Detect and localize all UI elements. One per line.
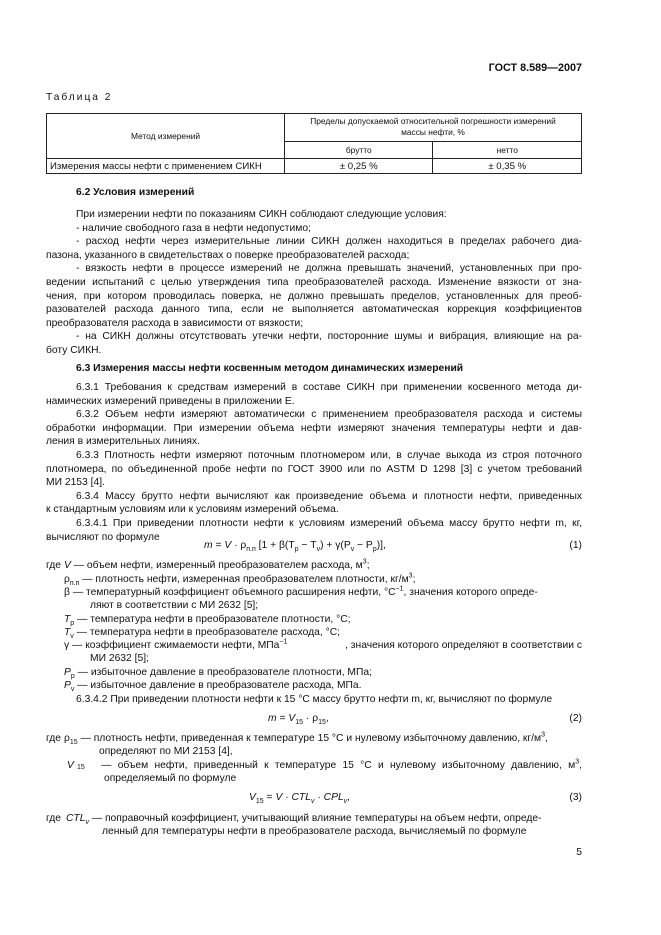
punct: ;: [412, 574, 416, 585]
where-2-rho: [64, 731, 548, 747]
where-2-V-cont: определяемый по формуле: [104, 773, 237, 784]
eq-symbol: CTL: [291, 792, 311, 803]
eq-symbol: m: [268, 713, 277, 724]
equation-2: [268, 713, 329, 727]
definition: — температура нефти в преобразователе плотности, °С;: [77, 614, 351, 625]
symbol: ρ: [64, 733, 70, 744]
eq-symbol: CPL: [323, 792, 344, 803]
definition: — объем нефти, измеренный преобразователем расхода, м: [73, 560, 363, 571]
superscript: 3: [575, 758, 580, 766]
cell-method: Измерения массы нефти с применением СИКН: [47, 159, 285, 174]
where-1-gde: где: [46, 560, 62, 571]
text-line: обработки информации. При измерении объема нефти измеряют значения температуры нефти и дав-: [46, 422, 582, 434]
definition: — поправочный коэффициент, учитывающий влияние температуры на объем нефти, опреде-: [91, 813, 542, 824]
symbol: γ: [64, 640, 70, 651]
symbol: V: [67, 760, 74, 771]
header-method: Метод измерений: [47, 114, 285, 159]
text-line: При измерении нефти по показаниям СИКН соблюдают следующие условия:: [76, 209, 447, 220]
eq-operator: =: [215, 540, 222, 551]
definition: — коэффициент сжимаемости нефти, МПа: [72, 640, 280, 651]
eq-symbol: V: [275, 792, 283, 803]
equation-3: [249, 792, 351, 806]
text-line: к стандартным условиям или к условиям измерений объема.: [46, 504, 339, 516]
subscript: v: [70, 633, 74, 641]
text-line: ведении испытаний с целью утверждения типа преобразователей расхода. Изменение вязкости от зна-: [46, 276, 582, 288]
punct: ,: [347, 792, 351, 803]
eq-symbol: V: [288, 713, 296, 724]
eq-subscript: v: [316, 546, 321, 554]
text-line: - вязкость нефти в процессе измерений не должна превышать значений, установленных при про-: [76, 263, 582, 275]
subscript: v: [85, 819, 89, 827]
punct: ,: [579, 760, 582, 771]
section-6-2-body: [46, 208, 582, 358]
document-number: ГОСТ 8.589—2007: [488, 62, 582, 74]
subscript: v: [70, 686, 75, 694]
paragraph-6-3-4-2: 6.3.4.2 При приведении плотности нефти к 15 °С массу брутто нефти m, кг, вычисляют по формуле: [76, 694, 553, 705]
definition: — плотность нефти, измеренная преобразователем плотности, кг/м: [82, 574, 409, 585]
where-1-gamma: [64, 640, 582, 651]
superscript: 3: [408, 572, 413, 580]
eq-operator: =: [266, 792, 273, 803]
eq-operator: ·: [285, 792, 289, 803]
equation-3-number: (3): [569, 792, 582, 803]
definition: , значения которого опреде-: [403, 587, 538, 598]
text-line: - на СИКН должны отсутствовать утечки нефти, посторонние шумы и вибрация, влияющие на ра-: [76, 331, 582, 343]
eq-term: [1 + β(T: [258, 540, 295, 551]
table-2: [46, 113, 582, 174]
eq-symbol: ρ: [312, 713, 319, 724]
eq-symbol: V: [224, 540, 232, 551]
page-number: 5: [576, 847, 582, 858]
text-line: боту СИКН.: [46, 344, 102, 356]
table-caption: Таблица 2: [46, 92, 113, 103]
section-6-3-title: 6.3 Измерения массы нефти косвенным методом динамических измерений: [76, 363, 464, 374]
eq-subscript: v: [343, 798, 348, 806]
eq-term: − T: [298, 540, 317, 551]
cell-net: ± 0,35 %: [433, 159, 582, 174]
eq-operator: ·: [305, 713, 310, 724]
header-gross: брутто: [285, 141, 433, 158]
text-line: 6.3.2 Объем нефти измеряют автоматически с применением преобразователя расхода и системы: [76, 409, 582, 421]
symbol: P: [64, 680, 71, 691]
eq-term: ) + γ(P: [320, 540, 351, 551]
where-3-cont: ленный для температуры нефти в преобразователе расхода, вычисляемый по формуле: [102, 826, 527, 837]
eq-subscript: v: [350, 546, 355, 554]
symbol: β: [64, 587, 70, 598]
symbol: CTL: [66, 813, 86, 824]
eq-operator: ·: [234, 540, 238, 551]
superscript: −1: [279, 638, 288, 646]
text-line: вычисляют по формуле: [46, 531, 160, 543]
header-limits-line2: массы нефти, %: [401, 127, 465, 138]
eq-subscript: 15: [295, 719, 304, 727]
text-line: ления в измерительных линиях.: [46, 436, 200, 448]
text-line: 6.3.3 Плотность нефти измеряют поточным плотномером или, в случае выхода из строя поточного: [76, 449, 582, 461]
superscript: −1: [395, 585, 404, 593]
text-line: 6.3.1 Требования к средствам измерений в составе СИКН при применении косвенного метода ди-: [76, 382, 582, 393]
text-line: чения, при котором проводилась поверка, не должно превышать пределов, установленных для преоб-: [46, 290, 582, 302]
punct: ,: [325, 713, 329, 724]
header-limits-line1: Пределы допускаемой относительной погрешности измерений: [310, 116, 556, 127]
text-line: плотномера, по объединенной пробе нефти по ГОСТ 3900 или по ASTM D 1298 [3] с учетом требований: [46, 463, 582, 475]
subscript: р: [70, 673, 75, 681]
punct: ;: [366, 560, 370, 571]
symbol: T: [64, 614, 71, 625]
where-3-gde: где: [46, 813, 62, 824]
symbol: P: [64, 667, 71, 678]
where-1-beta: [64, 587, 538, 598]
symbol: ρ: [64, 574, 70, 585]
eq-subscript: v: [310, 798, 315, 806]
where-1-rho: [64, 572, 416, 588]
text-line: 6.3.4 Массу брутто нефти вычисляют как произведение объема и плотности нефти, приведенных: [76, 490, 582, 502]
where-1-V: [64, 560, 370, 571]
subscript: 15: [69, 739, 78, 747]
definition: — избыточное давление в преобразователе расхода, МПа.: [77, 680, 362, 691]
eq-symbol: ρ: [240, 540, 247, 551]
punct: ,: [545, 733, 548, 744]
symbol: T: [64, 627, 71, 638]
cell-gross: ± 0,25 %: [285, 159, 433, 174]
text-line: преобразователя расхода в зависимости от вязкости;: [46, 317, 304, 329]
where-1-Pp: [64, 667, 372, 681]
subscript: п.п: [69, 580, 80, 588]
where-3-ctl: [66, 813, 542, 827]
header-net: нетто: [433, 141, 582, 158]
text-line: 6.3.4.1 При приведении плотности нефти к условиям измерений объема массу брутто нефти m, кг,: [76, 517, 582, 529]
eq-symbol: m: [204, 540, 213, 551]
symbol: V: [64, 560, 71, 571]
eq-subscript: р: [372, 546, 377, 554]
text-line: - расход нефти через измерительные линии СИКН должен находиться в пределах рабочего диа-: [76, 236, 582, 248]
text-line: пазона, указанного в свидетельствах о поверке преобразователей расхода;: [46, 249, 410, 261]
section-6-2-title: 6.2 Условия измерений: [76, 187, 195, 198]
eq-operator: =: [279, 713, 286, 724]
eq-subscript: п.п: [246, 546, 256, 554]
equation-1-number: (1): [569, 540, 582, 551]
eq-term: − P: [354, 540, 373, 551]
definition: — температура нефти в преобразователе расхода, °С;: [76, 627, 341, 638]
eq-term: )],: [376, 540, 386, 551]
text-line: разователей расхода данного типа, если не выполняется автоматическая коррекция коэффициентов: [46, 304, 582, 316]
where-2-V: V 15 — объем нефти, приведенный к температуре 15 °С и нулевому избыточному давлению, $м^3$,: [67, 758, 582, 771]
superscript: 3: [362, 558, 367, 566]
text-line: намических измерений приведены в приложении Е.: [46, 395, 295, 407]
equation-1: [204, 540, 386, 554]
header-limits: [285, 114, 582, 142]
definition: — объем нефти, приведенный к температуре 15 °С и нулевому избыточному давлению, м: [101, 760, 576, 771]
where-2-rho-cont: определяют по МИ 2153 [4],: [99, 746, 233, 757]
where-2-gde: где: [46, 733, 62, 744]
eq-subscript: р: [294, 546, 299, 554]
where-1-gamma-cont: МИ 2632 [5];: [90, 653, 149, 664]
where-1-Tp: [64, 614, 351, 628]
superscript: 3: [541, 731, 546, 739]
definition: — температурный коэффициент объемного расширения нефти, °С: [72, 587, 396, 598]
where-1-Pv: [64, 680, 362, 694]
definition: — избыточное давление в преобразователе плотности, МПа;: [77, 667, 372, 678]
text-line: - наличие свободного газа в нефти недопустимо;: [76, 222, 311, 234]
equation-2-number: (2): [569, 713, 582, 724]
eq-operator: ·: [317, 792, 321, 803]
definition: — плотность нефти, приведенная к температуре 15 °С и нулевому избыточному давлению, кг/м: [80, 733, 542, 744]
where-1-Tv: [64, 627, 341, 641]
eq-subscript: 15: [318, 719, 326, 727]
eq-subscript: 15: [255, 798, 264, 806]
where-1-beta-cont: ляют в соответствии с МИ 2632 [5];: [90, 600, 259, 611]
subscript: р: [70, 620, 75, 628]
section-6-3-body: [46, 381, 582, 544]
text-line: МИ 2153 [4].: [46, 477, 105, 489]
definition: , значения которого определяют в соответствии с: [345, 640, 582, 651]
eq-symbol: V: [249, 792, 256, 803]
